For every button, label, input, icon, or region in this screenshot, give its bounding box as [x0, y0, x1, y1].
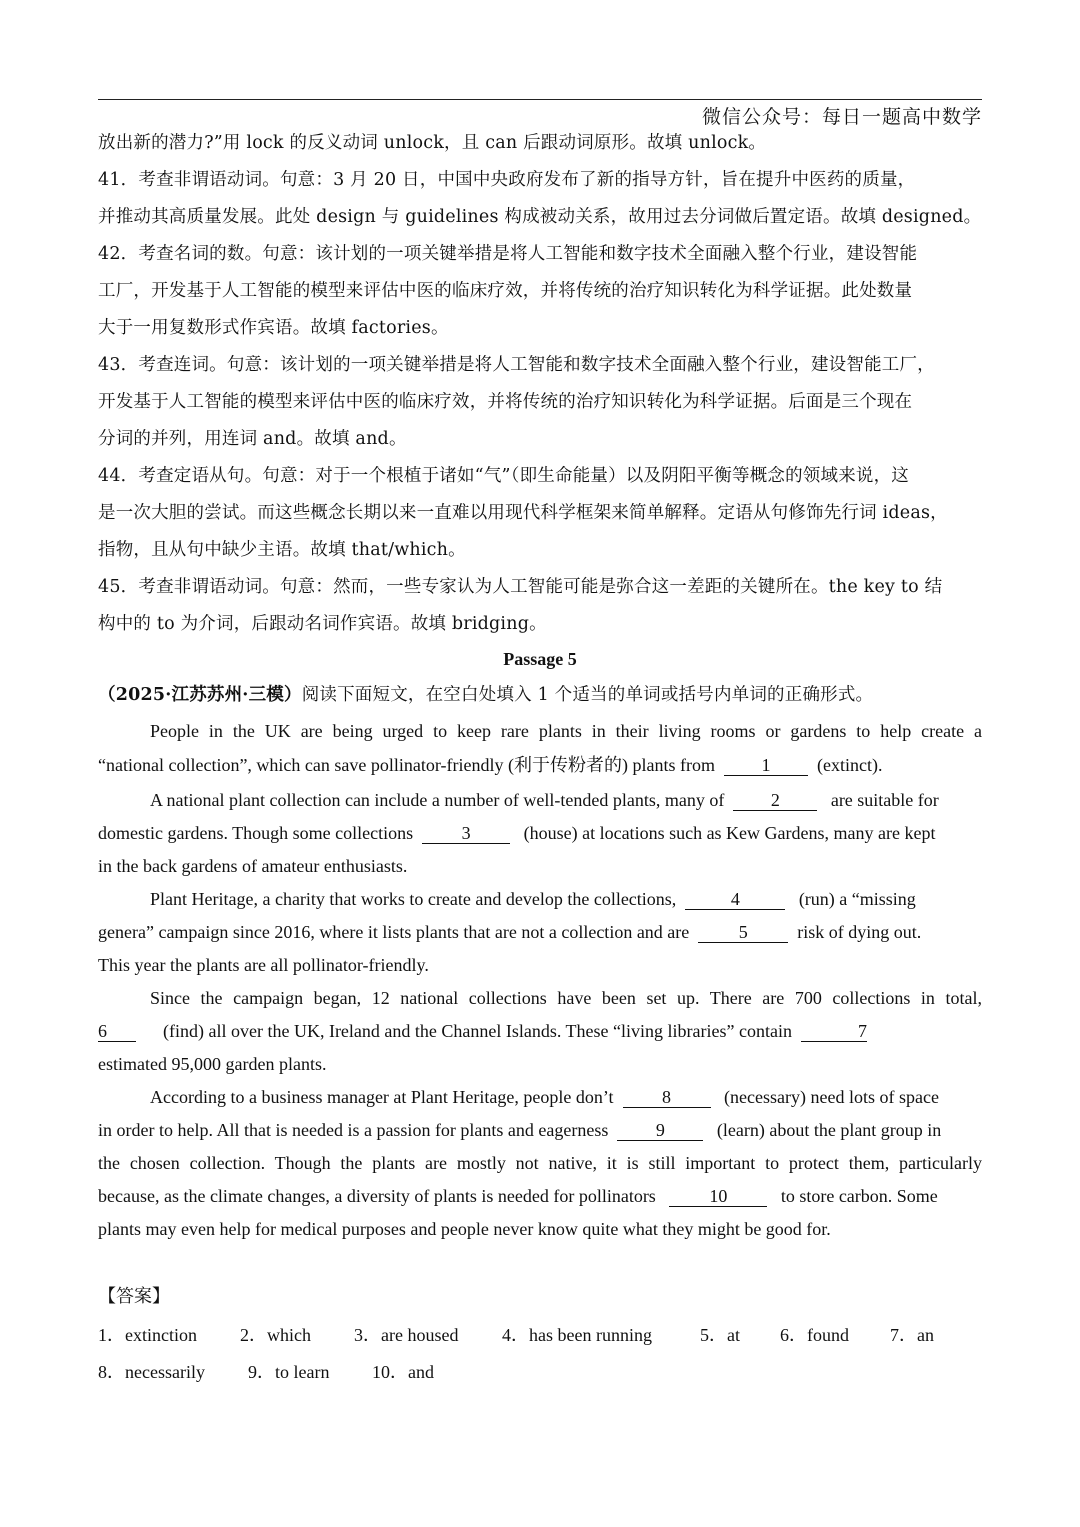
- blank-7: 7: [801, 1021, 867, 1042]
- p3-line2: [98, 920, 921, 944]
- answer-item: 8．necessarily: [98, 1362, 205, 1382]
- p3-line1: [150, 887, 916, 911]
- p4-line2: [98, 1019, 982, 1043]
- header-rule: [98, 99, 982, 100]
- p4-line3: estimated 95,000 garden plants.: [98, 1054, 327, 1074]
- answer-item: 7．an: [890, 1325, 934, 1345]
- passage-instruction: 阅读下面短文，在空白处填入 1 个适当的单词或括号内单词的正确形式。: [301, 685, 874, 705]
- p5-line2-tail: (learn) about the plant group in: [716, 1120, 942, 1140]
- p5-line5: plants may even help for medical purposes and people never know quite what they might be good for.: [98, 1219, 831, 1239]
- explanation-45-line1: 45．考查非谓语动词。句意：然而，一些专家认为人工智能可能是弥合这一差距的关键所在。the key to 结: [98, 577, 943, 597]
- p5-line1-tail: (necessary) need lots of space: [724, 1087, 939, 1107]
- explanation-41-line2: 并推动其高质量发展。此处 design 与 guidelines 构成被动关系，故用过去分词做后置定语。故填 designed。: [98, 207, 982, 227]
- blank-4: 4: [685, 889, 785, 910]
- answers-row-2: [98, 1358, 472, 1384]
- answer-item: 2．which: [240, 1325, 311, 1345]
- p5-line2: [98, 1118, 941, 1142]
- blank-3: 3: [422, 823, 510, 844]
- p3-line2-tail: risk of dying out.: [797, 922, 922, 942]
- p5-line4: [98, 1184, 938, 1208]
- p1-line2-tail: (extinct).: [816, 755, 883, 775]
- answer-item: 3．are housed: [354, 1325, 459, 1345]
- p2-line1: [150, 788, 939, 812]
- p2-line2-tail: (house) at locations such as Kew Gardens, many are kept: [523, 823, 936, 843]
- p5-line4-tail: to store carbon. Some: [780, 1186, 938, 1206]
- explanation-43-line3: 分词的并列，用连词 and。故填 and。: [98, 429, 407, 449]
- p2-line2: [98, 821, 935, 845]
- answer-item: 4．has been running: [502, 1325, 652, 1345]
- p2-line2-text: domestic gardens. Though some collections: [98, 823, 414, 843]
- p1-line2-text: “national collection”, which can save pollinator-friendly (利于传粉者的) plants from: [98, 755, 715, 775]
- p1-line2: [98, 753, 882, 777]
- header-watermark: 微信公众号：每日一题高中数学: [701, 106, 982, 128]
- explanation-44-line1: 44．考查定语从句。句意：对于一个根植于诸如“气”（即生命能量）以及阴阳平衡等概念的领域来说，这: [98, 466, 910, 486]
- answer-item: 5．at: [700, 1325, 740, 1345]
- answer-item: 1．extinction: [98, 1325, 197, 1345]
- blank-10: 10: [669, 1186, 767, 1207]
- p4-line1: Since the campaign began, 12 national collections have been set up. There are 700 collections in total,: [150, 988, 982, 1008]
- blank-6: 6: [98, 1021, 136, 1042]
- p3-line1-tail: (run) a “missing: [798, 889, 916, 909]
- explanation-43-line2: 开发基于人工智能的模型来评估中医的临床疗效，并将传统的治疗知识转化为科学证据。后面是三个现在: [98, 392, 913, 412]
- p3-line2-text: genera” campaign since 2016, where it lists plants that are not a collection and are: [98, 922, 690, 942]
- passage-title: Passage 5: [503, 649, 577, 669]
- answer-item: 10．and: [372, 1362, 434, 1382]
- p5-line4-text: because, as the climate changes, a diversity of plants is needed for pollinators: [98, 1186, 656, 1206]
- explanation-44-line3: 指物，且从句中缺少主语。故填 that/which。: [98, 540, 466, 560]
- p5-line1-text: According to a business manager at Plant Heritage, people don’t: [150, 1087, 614, 1107]
- answers-heading: 【答案】: [98, 1286, 170, 1307]
- passage-source: （2025·江苏苏州·三模）: [98, 685, 302, 705]
- explanation-line: 放出新的潜力?”用 lock 的反义动词 unlock，且 can 后跟动词原形。故填 unlock。: [98, 133, 767, 153]
- answers-row-1: [98, 1321, 950, 1347]
- answer-item: 9．to learn: [248, 1362, 330, 1382]
- explanation-42-line2: 工厂，开发基于人工智能的模型来评估中医的临床疗效，并将传统的治疗知识转化为科学证据。此处数量: [98, 281, 913, 301]
- p5-line1: [150, 1085, 939, 1109]
- blank-5: 5: [698, 922, 788, 943]
- explanation-42-line3: 大于一用复数形式作宾语。故填 factories。: [98, 318, 449, 338]
- explanation-41-line1: 41．考查非谓语动词。句意：3 月 20 日，中国中央政府发布了新的指导方针，旨在提升中医药的质量，: [98, 170, 916, 190]
- p2-line1-tail: are suitable for: [830, 790, 939, 810]
- p3-line1-text: Plant Heritage, a charity that works to create and develop the collections,: [150, 889, 677, 909]
- p5-line2-text: in order to help. All that is needed is a passion for plants and eagerness: [98, 1120, 609, 1140]
- blank-1: 1: [724, 755, 808, 776]
- p1-line1: People in the UK are being urged to keep rare plants in their living rooms or gardens to help create a: [150, 721, 982, 741]
- explanation-44-line2: 是一次大胆的尝试。而这些概念长期以来一直难以用现代科学框架来简单解释。定语从句修饰先行词 ideas，: [98, 503, 948, 523]
- passage-intro: [98, 683, 873, 707]
- blank-9: 9: [617, 1120, 703, 1141]
- p4-line2-text: (find) all over the UK, Ireland and the Channel Islands. These “living libraries” contain: [163, 1021, 792, 1041]
- p2-line3: in the back gardens of amateur enthusiasts.: [98, 856, 408, 876]
- p5-line3: the chosen collection. Though the plants are mostly not native, it is still important to protect them, particularly: [98, 1153, 982, 1173]
- explanation-42-line1: 42．考查名词的数。句意：该计划的一项关键举措是将人工智能和数字技术全面融入整个行业，建设智能: [98, 244, 918, 264]
- p3-line3: This year the plants are all pollinator-friendly.: [98, 955, 429, 975]
- blank-8: 8: [623, 1087, 711, 1108]
- blank-2: 2: [733, 790, 817, 811]
- explanation-45-line2: 构中的 to 为介词，后跟动名词作宾语。故填 bridging。: [98, 614, 547, 634]
- answer-item: 6．found: [780, 1325, 849, 1345]
- p2-line1-text: A national plant collection can include a number of well-tended plants, many of: [150, 790, 725, 810]
- explanation-43-line1: 43．考查连词。句意：该计划的一项关键举措是将人工智能和数字技术全面融入整个行业，建设智能工厂，: [98, 355, 935, 375]
